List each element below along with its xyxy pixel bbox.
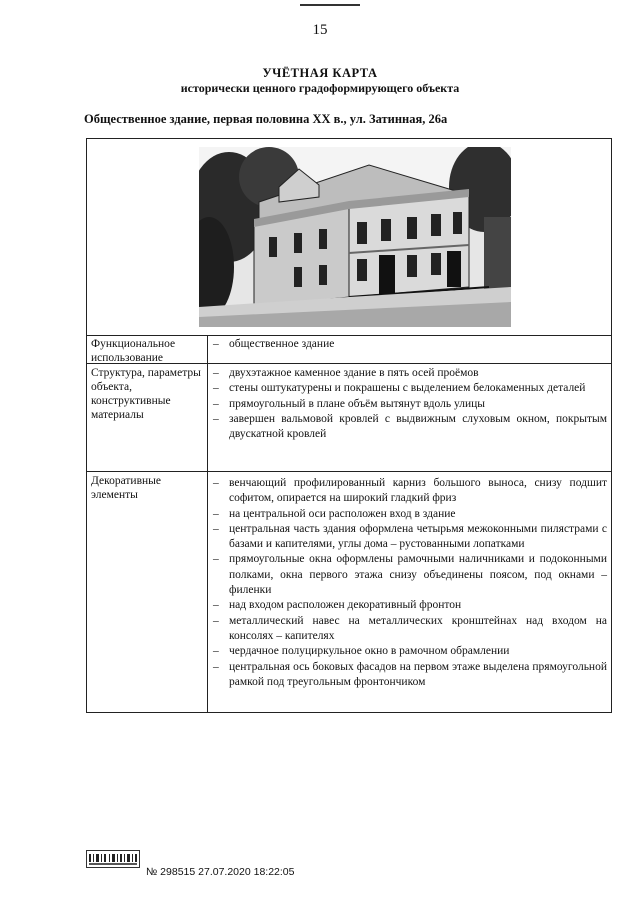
column-divider: [207, 335, 208, 363]
list-item: – стены оштукатурены и покрашены с выделением белокаменных деталей: [213, 382, 586, 395]
list-item: – завершен вальмовой кровлей с выдвижным слуховым окном, покрытым двускатной кровлей: [213, 412, 607, 441]
row-label: Функциональное использование: [91, 338, 176, 364]
row-function: [87, 335, 611, 364]
list-item: – двухэтажное каменное здание в пять осей проёмов: [213, 367, 479, 379]
column-divider: [207, 364, 208, 471]
list-item: – прямоугольные окна оформлены рамочными наличниками и подоконными полками, окна первого этажа снизу объединены поясом, под окнами – филенки: [213, 553, 607, 597]
list-item: – венчающий профилированный карниз большого выноса, снизу подшит софитом, опирается на широкий гладкий фриз: [213, 477, 607, 505]
list-item: – на центральной оси расположен вход в здание: [213, 507, 456, 520]
page-number: 15: [312, 22, 328, 38]
list-item: – над входом расположен декоративный фронтон: [213, 599, 462, 612]
building-photo: [199, 147, 511, 327]
row-label: Структура, параметры объекта, конструктивные материалы: [91, 367, 201, 421]
list-item: – центральная часть здания оформлена четырьмя межоконными пилястрами с базами и капителями, углы дома – рустованными лопатками: [213, 522, 607, 551]
row-decor: [87, 472, 611, 712]
row-content: [211, 366, 607, 442]
barcode-stamp-icon: [86, 850, 140, 868]
doc-registration-number: № 298515 27.07.2020 18:22:05: [146, 866, 295, 878]
photo-cell: [87, 139, 611, 336]
card-subtitle: исторически ценного градоформирующего объекта: [180, 81, 460, 95]
object-name: Общественное здание, первая половина XX в., ул. Затинная, 26а: [84, 112, 448, 126]
scan-mark: [300, 4, 360, 6]
row-content: [211, 337, 607, 352]
column-divider: [207, 472, 208, 712]
row-structure: [87, 364, 611, 472]
list-item: – металлический навес на металлических кронштейнах над входом на консолях – капителях: [213, 614, 607, 642]
list-item: – центральная ось боковых фасадов на первом этаже выделена прямоугольной рамкой под треугольным фронтончиком: [213, 660, 607, 688]
card-table: [86, 138, 612, 713]
row-content: [211, 476, 607, 690]
list-item: – прямоугольный в плане объём вытянут вдоль улицы: [213, 397, 486, 410]
list-item: – чердачное полуциркульное окно в рамочном обрамлении: [213, 645, 510, 658]
card-title: УЧЁТНАЯ КАРТА: [262, 66, 378, 80]
list-item: – общественное здание: [213, 338, 335, 350]
row-label: Декоративные элементы: [91, 475, 161, 501]
